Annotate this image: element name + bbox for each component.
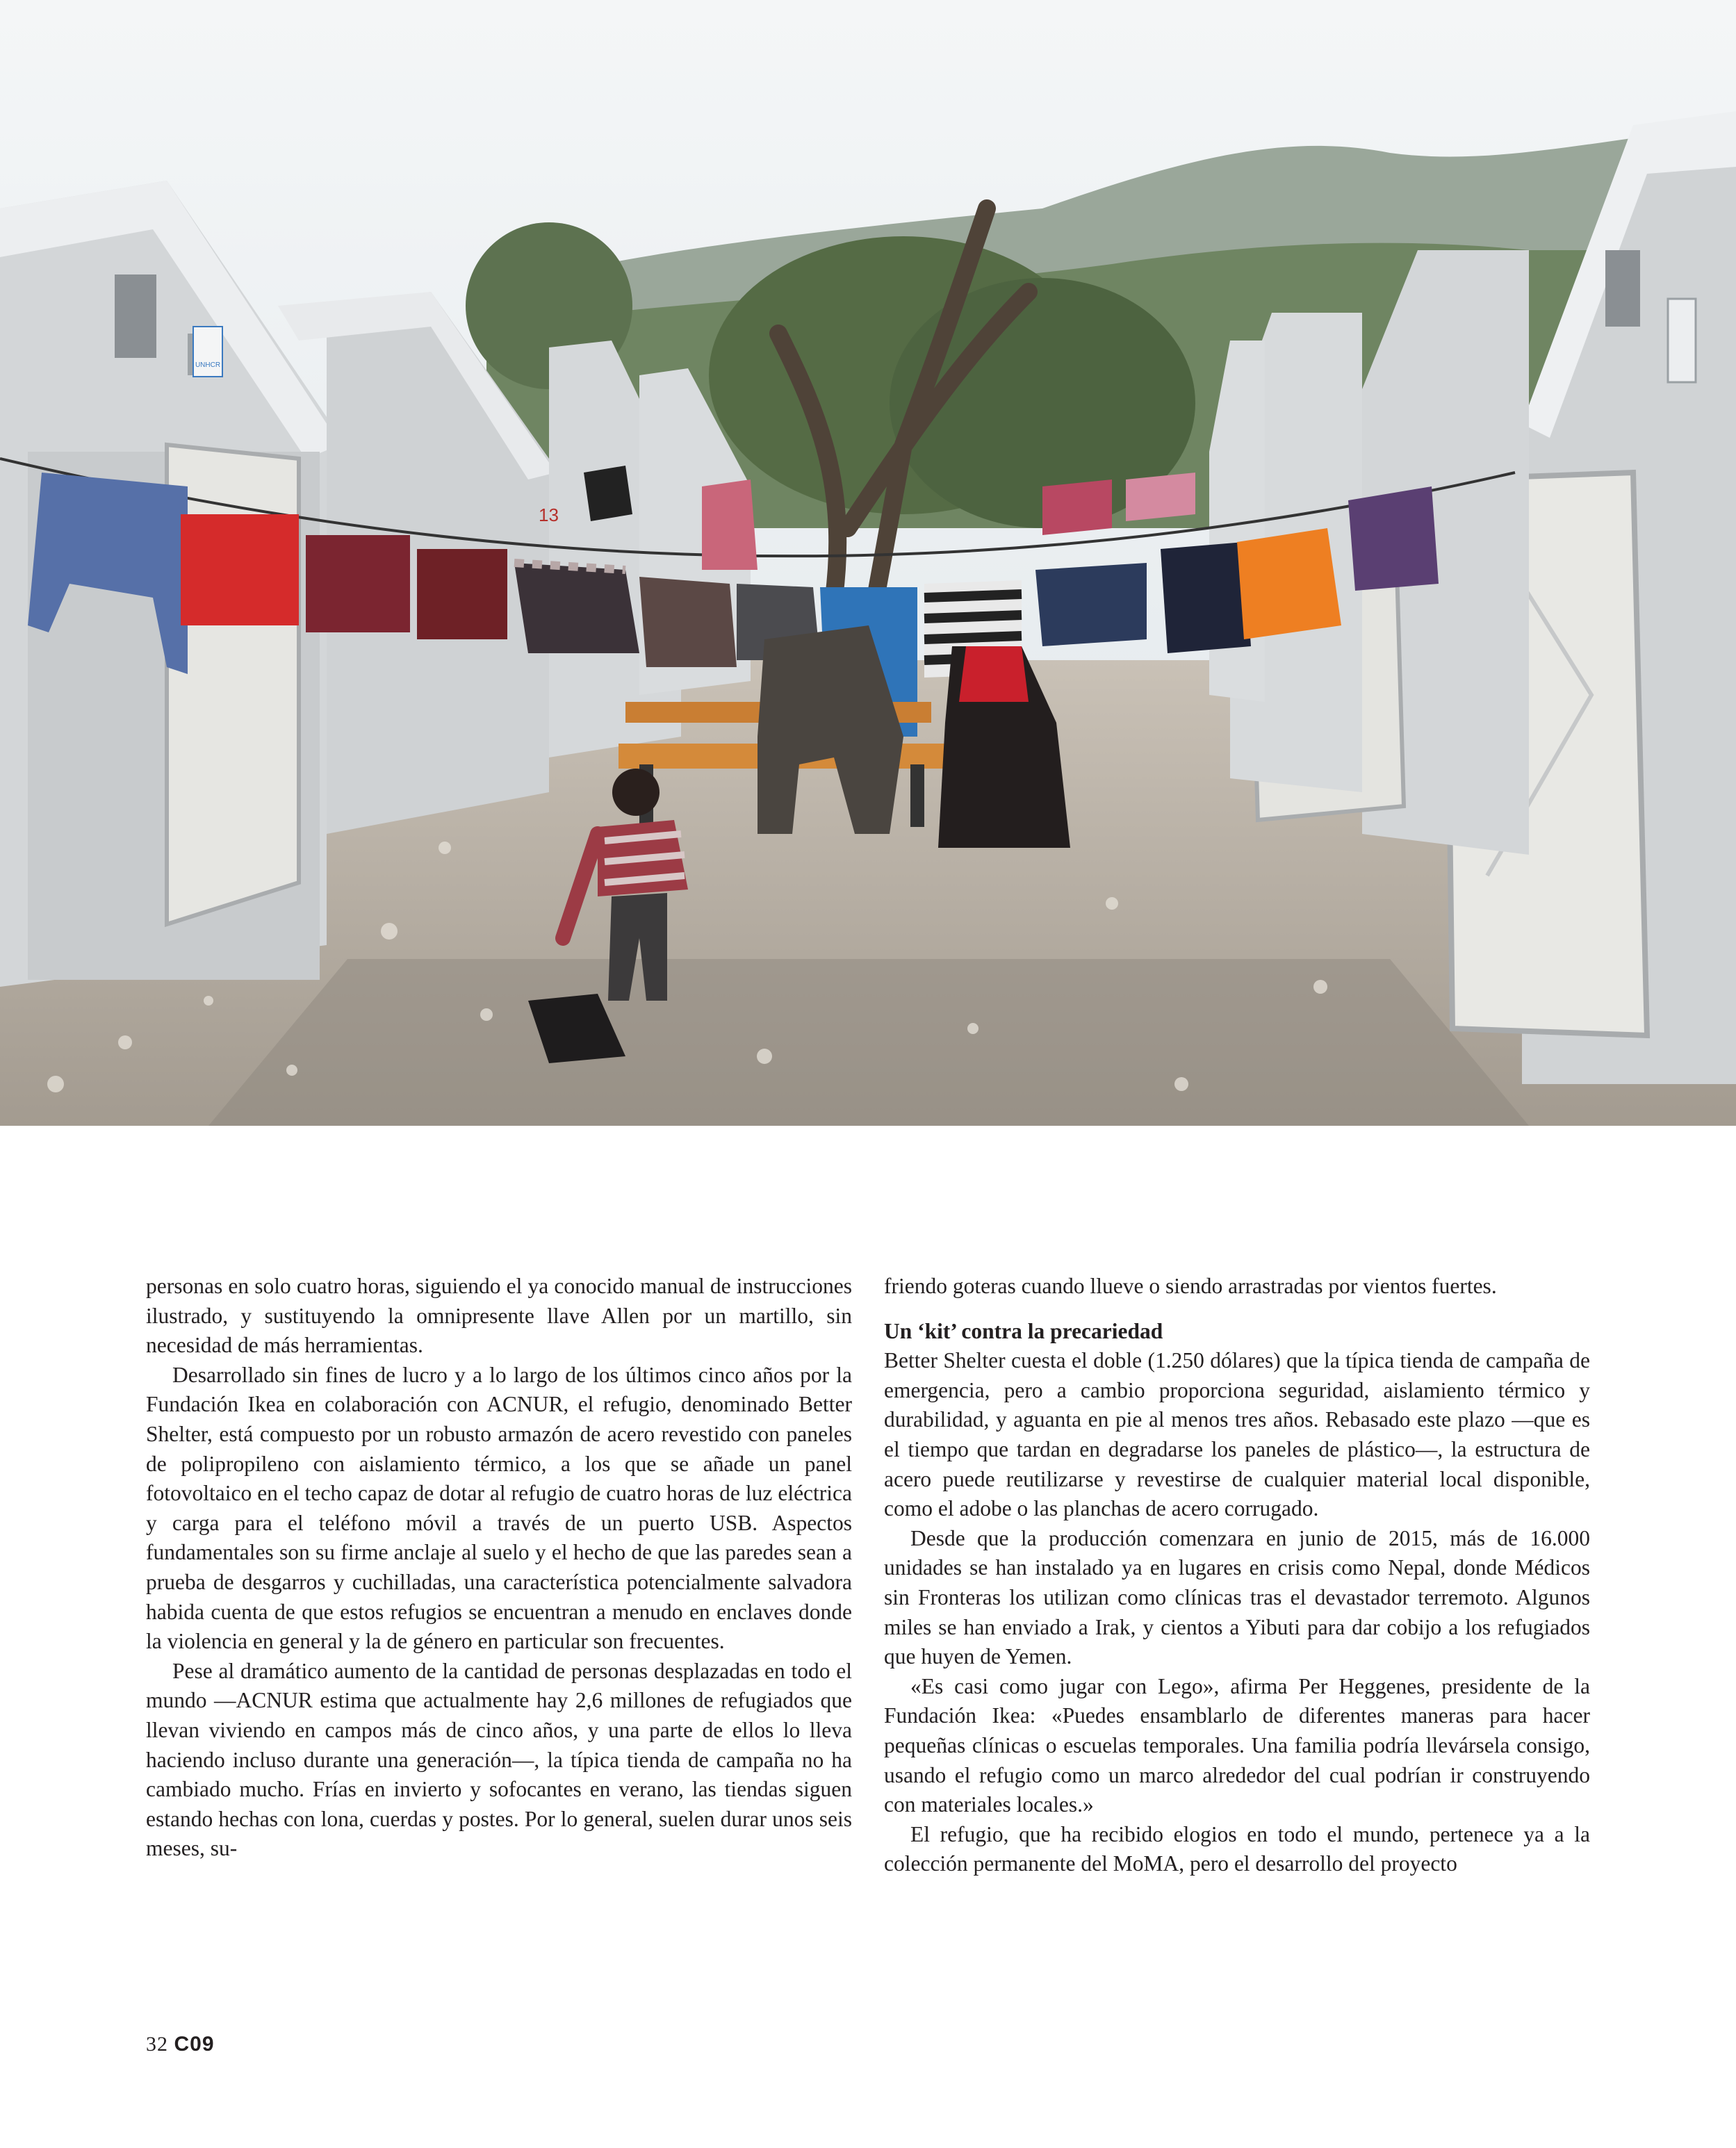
- article-column-right: [884, 1272, 1590, 1967]
- paragraph: Better Shelter cuesta el doble (1.250 dólares) que la típica tienda de campaña de emergencia, pero a cambio proporciona seguridad, aislamiento térmico y durabilidad, y aguanta en pie al menos tres años. Rebasado este plazo —que es el tiempo que tardan en degradarse los paneles de plástico—, la estructura de acero puede reutilizarse y revestirse de cualquier material local disponible, como el adobe o las planchas de acero corrugado.: [884, 1348, 1590, 1521]
- magazine-logo: C09: [174, 2033, 215, 2056]
- paragraph: Pese al dramático aumento de la cantidad de personas desplazadas en todo el mundo —ACNUR estima que actualmente hay 2,6 millones de refugiados que llevan viviendo en campos más de cinco años, y una parte de ellos lo lleva haciendo incluso durante una generación—, la típica tienda de campaña no ha cambiado mucho. Frías en invierto y sofocantes en verano, las tiendas siguen estando hechas con lona, cuerdas y postes. Por lo general, suelen durar unos seis meses, su-: [146, 1658, 852, 1861]
- paragraph: personas en solo cuatro horas, siguiendo el ya conocido manual de instrucciones ilustrado, y sustituyendo la omnipresente llave Allen por un martillo, sin necesidad de más herramientas.: [146, 1274, 852, 1358]
- article-column-left: [146, 1272, 852, 1967]
- paragraph: El refugio, que ha recibido elogios en todo el mundo, pertenece ya a la colección permanente del MoMA, pero el desarrollo del proyecto: [884, 1821, 1590, 1876]
- subheading: Un ‘kit’ contra la precariedad: [884, 1318, 1163, 1343]
- svg-text:13: 13: [539, 505, 559, 525]
- page-number: 32: [146, 2033, 168, 2056]
- paragraph: «Es casi como jugar con Lego», afirma Per Heggenes, presidente de la Fundación Ikea: «Puedes ensamblarlo de diferentes maneras para hacer pequeñas clínicas o escuelas temporales. Una familia podría llevársela consigo, usando el refugio como un marco alrededor del cual podrían ir construyendo con materiales locales.»: [884, 1673, 1590, 1817]
- paragraph: Desarrollado sin fines de lucro y a lo largo de los últimos cinco años por la Fundación Ikea en colaboración con ACNUR, el refugio, denominado Better Shelter, está compuesto por un robusto armazón de acero revestido con paneles de polipropileno con aislamiento térmico, a los que se añade un panel fotovoltaico en el techo capaz de dotar al refugio de cuatro horas de luz eléctrica y carga para el teléfono móvil a través de un puerto USB. Aspectos fundamentales son su firme anclaje al suelo y el hecho de que las paredes sean a prueba de desgarros y cuchilladas, una característica potencialmente salvadora habida cuenta de que estos refugios se encuentran a menudo en enclaves donde la violencia en general y la de género en particular son frecuentes.: [146, 1362, 852, 1654]
- paragraph: friendo goteras cuando llueve o siendo arrastradas por vientos fuertes.: [884, 1274, 1497, 1298]
- page-footer: [146, 2033, 215, 2056]
- paragraph: Desde que la producción comenzara en junio de 2015, más de 16.000 unidades se han instalado ya en lugares en crisis como Nepal, donde Médicos sin Fronteras los utilizan como clínicas tras el devastador terremoto. Algunos miles se han enviado a Irak, y cientos a Yibuti para dar cobijo a los refugiados que huyen de Yemen.: [884, 1525, 1590, 1669]
- svg-text:UNHCR: UNHCR: [195, 361, 221, 369]
